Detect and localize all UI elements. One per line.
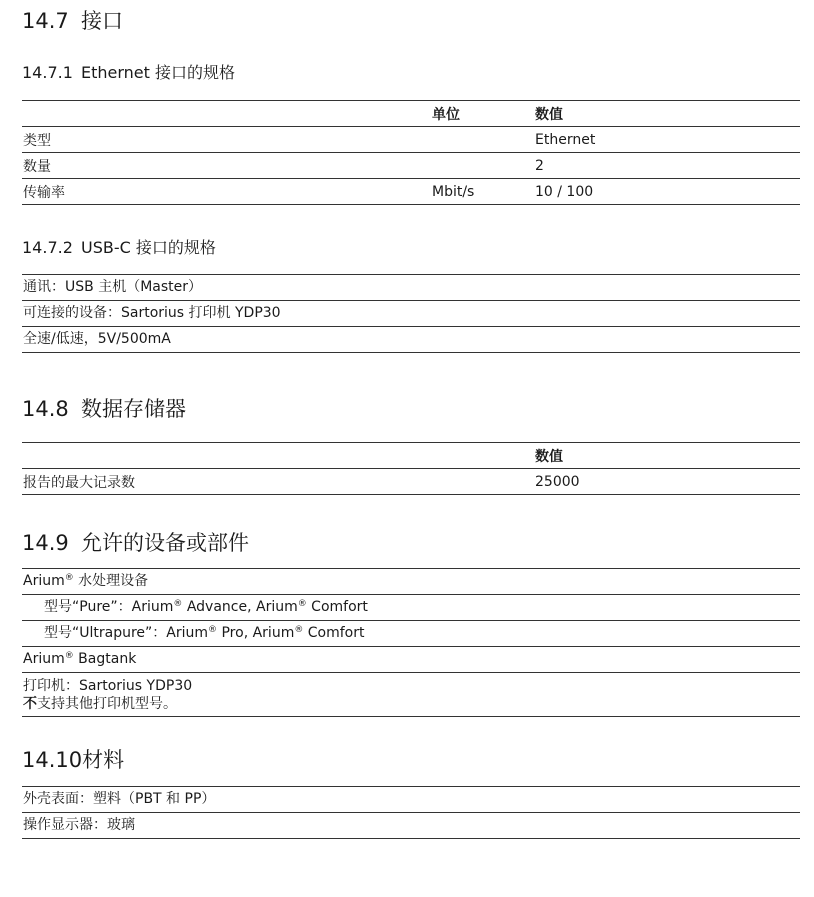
table-row xyxy=(22,127,800,153)
table-row xyxy=(22,469,800,495)
allowed-devices-list xyxy=(22,568,800,717)
row-value: 2 xyxy=(534,153,800,179)
section-14-10-heading xyxy=(22,747,800,773)
section-number: 14.7 xyxy=(22,9,69,33)
section-14-8-heading xyxy=(22,396,800,422)
printer-note: 不支持其他打印机型号。 xyxy=(23,696,177,712)
row-value: Ethernet xyxy=(534,127,800,153)
section-title: 材料 xyxy=(82,748,125,772)
section-14-9-heading xyxy=(22,530,800,556)
section-title: 数据存储器 xyxy=(81,397,186,421)
subsection-number: 14.7.1 xyxy=(22,63,73,82)
section-title: 允许的设备或部件 xyxy=(81,531,249,555)
list-item-model-pure: 型号“Pure”：Arium® Advance, Arium® Comfort xyxy=(22,595,800,621)
ethernet-spec-table xyxy=(22,100,800,205)
section-14-7-heading xyxy=(22,8,800,34)
row-unit: Mbit/s xyxy=(431,179,534,205)
usb-spec-list xyxy=(22,274,800,353)
row-label: 报告的最大记录数 xyxy=(22,469,431,495)
section-number: 14.10 xyxy=(22,748,83,772)
list-item-arium-water-system: Arium® 水处理设备 xyxy=(22,569,800,595)
data-storage-table xyxy=(22,442,800,495)
printer-line: 打印机：Sartorius YDP30 xyxy=(23,678,193,694)
table-header-row xyxy=(22,101,800,127)
list-item-printer xyxy=(22,673,800,717)
list-item: 可连接的设备：Sartorius 打印机 YDP30 xyxy=(22,301,800,327)
section-14-7-1-heading xyxy=(22,63,800,83)
subsection-number: 14.7.2 xyxy=(22,238,73,257)
row-label: 数量 xyxy=(22,153,431,179)
header-value: 数值 xyxy=(534,101,800,127)
table-header-row xyxy=(22,443,800,469)
table-row xyxy=(22,179,800,205)
list-item-model-ultrapure: 型号“Ultrapure”：Arium® Pro, Arium® Comfort xyxy=(22,621,800,647)
materials-list xyxy=(22,786,800,839)
list-item: 通讯：USB 主机（Master） xyxy=(22,275,800,301)
list-item-arium-bagtank: Arium® Bagtank xyxy=(22,647,800,673)
list-item: 操作显示器：玻璃 xyxy=(22,813,800,839)
row-label: 类型 xyxy=(22,127,431,153)
list-item: 外壳表面：塑料（PBT 和 PP） xyxy=(22,787,800,813)
section-number: 14.9 xyxy=(22,531,69,555)
section-title: 接口 xyxy=(81,9,123,33)
row-label: 传输率 xyxy=(22,179,431,205)
section-number: 14.8 xyxy=(22,397,69,421)
list-item: 全速/低速，5V/500mA xyxy=(22,327,800,353)
subsection-title: USB-C 接口的规格 xyxy=(81,238,216,257)
header-unit: 单位 xyxy=(431,101,534,127)
section-14-7-2-heading xyxy=(22,238,800,258)
row-unit xyxy=(431,127,534,153)
subsection-title: Ethernet 接口的规格 xyxy=(81,63,236,82)
row-value: 25000 xyxy=(534,469,800,495)
row-value: 10 / 100 xyxy=(534,179,800,205)
table-row xyxy=(22,153,800,179)
header-value: 数值 xyxy=(534,443,800,469)
row-unit xyxy=(431,153,534,179)
